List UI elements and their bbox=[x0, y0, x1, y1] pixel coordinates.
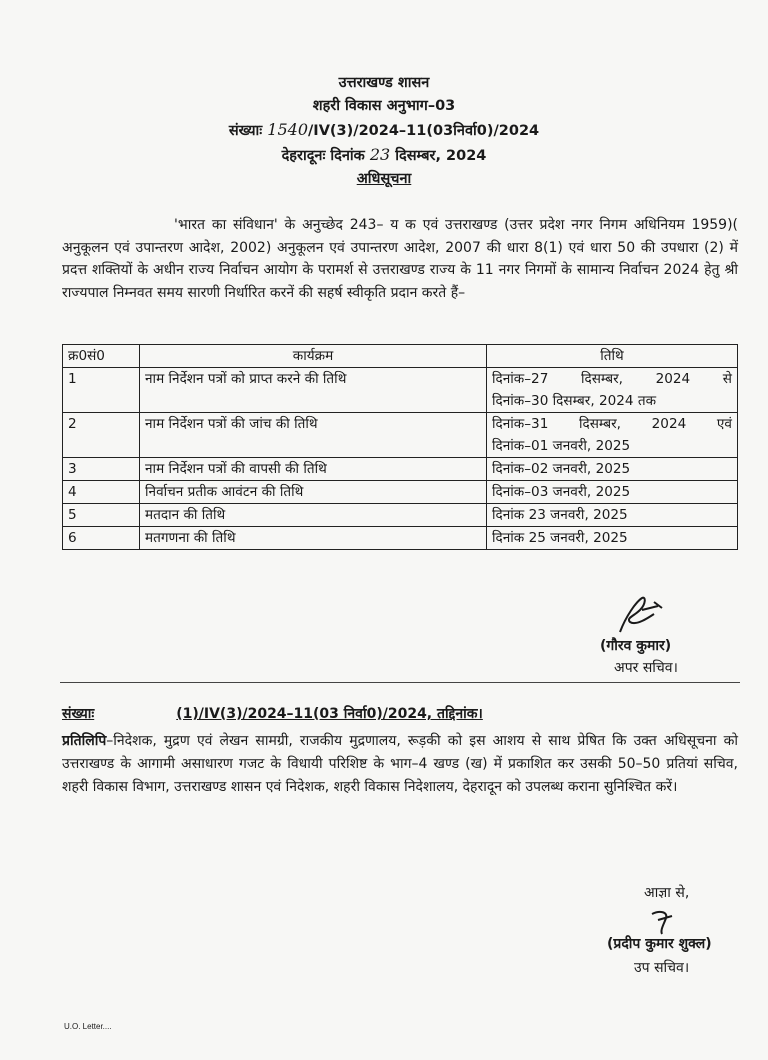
row-date-line-1: दिनांक–02 जनवरी, 2025 bbox=[492, 461, 631, 477]
copy-number-value: (1)/IV(3)/2024–11(03 निर्वा0)/2024, तद्दिनांक। bbox=[176, 706, 483, 722]
row-date bbox=[487, 368, 738, 413]
row-date bbox=[487, 504, 738, 527]
notification-title: अधिसूचना bbox=[356, 171, 412, 187]
copy-number-label: संख्याः bbox=[62, 706, 95, 722]
notification-paragraph: 'भारत का संविधान' के अनुच्छेद 243– य क एवं उत्तराखण्ड (उत्तर प्रदेश नगर निगम अधिनियम 1959)( अनुकूलन एवं उपान्तरण आदेश, 2002) अनुकूलन एवं उपान्तरण आदेश, 2007 की धारा 8(1) एवं धारा 50 की उपधारा (2) में प्रदत्त शक्तियों के अधीन राज्य निर्वाचन आयोग के परामर्श से उत्तराखण्ड राज्य के 11 नगर निगमों के सामान्य निर्वाचन 2024 हेतु श्री राज्यपाल निम्नवत समय सारणी निर्धारित करनें की सहर्ष स्वीकृति प्रदान करते हैं– bbox=[62, 217, 738, 301]
header-serial: क्र0सं0 bbox=[63, 345, 140, 368]
reference-number-handwritten: 1540 bbox=[267, 120, 309, 139]
reference-number-label: संख्याः bbox=[228, 123, 263, 139]
row-date-line-2: दिनांक–30 दिसम्बर, 2024 तक bbox=[492, 393, 657, 409]
date-rest: दिसम्बर, 2024 bbox=[395, 148, 487, 164]
row-program: मतदान की तिथि bbox=[140, 504, 487, 527]
row-date-line-1: दिनांक 23 जनवरी, 2025 bbox=[492, 507, 628, 523]
document-header bbox=[0, 72, 768, 191]
header-date: तिथि bbox=[487, 345, 738, 368]
signatory-1-title: अपर सचिव। bbox=[614, 660, 678, 676]
government-name: उत्तराखण्ड शासन bbox=[338, 75, 430, 91]
row-program: नाम निर्देशन पत्रों की जांच की तिथि bbox=[140, 413, 487, 458]
signature-2 bbox=[646, 908, 686, 936]
copy-to-paragraph bbox=[62, 730, 738, 799]
header-program: कार्यक्रम bbox=[140, 345, 487, 368]
department-section: शहरी विकास अनुभाग–03 bbox=[312, 98, 456, 114]
row-date-line-1: दिनांक 25 जनवरी, 2025 bbox=[492, 530, 628, 546]
reference-number-rest: /IV(3)/2024–11(03निर्वा0)/2024 bbox=[308, 123, 540, 139]
table-row bbox=[63, 504, 738, 527]
copy-reference-number bbox=[62, 704, 483, 723]
table-row bbox=[63, 527, 738, 550]
table-row bbox=[63, 481, 738, 504]
row-date bbox=[487, 481, 738, 504]
row-program: निर्वाचन प्रतीक आवंटन की तिथि bbox=[140, 481, 487, 504]
table-header-row bbox=[63, 345, 738, 368]
row-serial: 2 bbox=[63, 413, 140, 458]
signatory-2-title: उप सचिव। bbox=[634, 960, 690, 976]
table-row bbox=[63, 413, 738, 458]
signatory-1-name: (गौरव कुमार) bbox=[600, 638, 672, 654]
copy-text: –निदेशक, मुद्रण एवं लेखन सामग्री, राजकीय मुद्रणालय, रूड़की को इस आशय से साथ प्रेषित कि उक्त अधिसूचना को उत्तराखण्ड के आगामी असाधारण गजट के विधायी परिशिष्ट के भाग–4 खण्ड (ख) में प्रकाशित कर उसकी 50–50 प्रतियां सचिव, शहरी विकास विभाग, उत्तराखण्ड शासन एवं निदेशक, शहरी विकास निदेशालय, देहरादून को उपलब्ध कराना सुनिश्चित करें। bbox=[62, 733, 738, 795]
section-divider bbox=[60, 682, 740, 683]
row-date bbox=[487, 458, 738, 481]
row-program: नाम निर्देशन पत्रों की वापसी की तिथि bbox=[140, 458, 487, 481]
notification-body bbox=[62, 214, 738, 304]
row-date-line-1: दिनांक–03 जनवरी, 2025 bbox=[492, 484, 631, 500]
table-row bbox=[63, 368, 738, 413]
row-program: नाम निर्देशन पत्रों को प्राप्त करने की तिथि bbox=[140, 368, 487, 413]
row-serial: 4 bbox=[63, 481, 140, 504]
row-serial: 1 bbox=[63, 368, 140, 413]
document-date bbox=[0, 143, 768, 168]
date-handwritten: 23 bbox=[369, 145, 391, 164]
row-serial: 6 bbox=[63, 527, 140, 550]
footer-note: U.O. Letter.... bbox=[64, 1022, 112, 1031]
row-program: मतगणना की तिथि bbox=[140, 527, 487, 550]
schedule-table bbox=[62, 344, 738, 550]
row-date-line-1: दिनांक–27 दिसम्बर, 2024 से bbox=[492, 371, 732, 387]
row-date bbox=[487, 527, 738, 550]
copy-label: प्रतिलिपि bbox=[62, 733, 107, 749]
table-row bbox=[63, 458, 738, 481]
row-date-line-1: दिनांक–31 दिसम्बर, 2024 एवं bbox=[492, 416, 732, 432]
signature-1 bbox=[596, 596, 716, 636]
row-serial: 5 bbox=[63, 504, 140, 527]
row-date bbox=[487, 413, 738, 458]
signatory-2-name: (प्रदीप कुमार शुक्ल) bbox=[607, 936, 712, 952]
date-label: देहरादूनः दिनांक bbox=[281, 148, 365, 164]
reference-number bbox=[0, 118, 768, 143]
row-date-line-2: दिनांक–01 जनवरी, 2025 bbox=[492, 438, 631, 454]
by-order: आज्ञा से, bbox=[644, 885, 690, 901]
row-serial: 3 bbox=[63, 458, 140, 481]
